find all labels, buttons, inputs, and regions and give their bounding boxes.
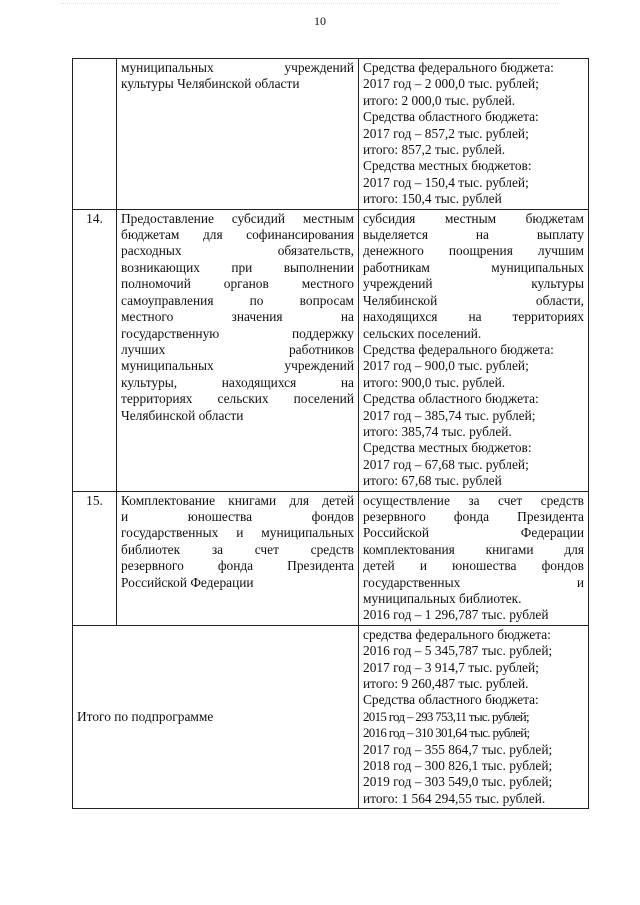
activity-name (117, 209, 359, 491)
total-line: Средства областного бюджета: (363, 692, 539, 708)
total-line: 2017 год – 355 864,7 тыс. рублей; (363, 741, 553, 757)
total-row (73, 625, 589, 808)
name-line: Российской Федерации (121, 574, 254, 590)
desc-line: Российской Федерации (363, 525, 584, 541)
name-line: и юношества фондов (121, 508, 354, 524)
desc-line: Средства областного бюджета: (363, 391, 539, 407)
desc-line: сельских поселений. (363, 325, 482, 341)
desc-line: 2017 год – 857,2 тыс. рублей; (363, 125, 529, 141)
name-line: расходных обязательств, (121, 243, 354, 259)
desc-line: субсидия местным бюджетам (363, 210, 584, 226)
activity-funding (359, 59, 589, 210)
desc-line: 2017 год – 2 000,0 тыс. рублей; (363, 76, 539, 92)
total-line: 2015 год – 293 753,11 тыс. рублей; (363, 708, 529, 724)
desc-line: находящихся на территориях (363, 309, 584, 325)
name-line: полномочий органов местного (121, 276, 354, 292)
activity-name (117, 491, 359, 625)
activity-name (117, 59, 359, 210)
total-line: 2017 год – 3 914,7 тыс. рублей; (363, 659, 539, 675)
desc-line: комплектования книгами для (363, 541, 584, 557)
desc-line: Средства федерального бюджета: (363, 60, 554, 75)
subprogram-table (72, 58, 589, 809)
name-line: культуры, находящихся на (121, 374, 354, 390)
total-label: Итого по подпрограмме (73, 625, 359, 808)
total-line: итого: 9 260,487 тыс. рублей. (363, 676, 529, 692)
scan-noise (60, 3, 560, 8)
desc-line: итого: 857,2 тыс. рублей. (363, 142, 506, 158)
desc-line: Средства областного бюджета: (363, 109, 539, 125)
total-funding (359, 625, 589, 808)
desc-line: денежного поощрения лучшим (363, 243, 584, 259)
name-line: резервного фонда Президента (121, 558, 354, 574)
name-line: Предоставление субсидий местным (121, 210, 354, 226)
desc-line: итого: 900,0 тыс. рублей. (363, 374, 506, 390)
name-line: муниципальных учреждений (121, 358, 354, 374)
name-line: культуры Челябинской области (121, 76, 300, 92)
desc-line: итого: 2 000,0 тыс. рублей. (363, 92, 516, 108)
name-line: Комплектование книгами для детей (121, 492, 354, 508)
name-line: лучших работников (121, 341, 354, 357)
name-line: государственную поддержку (121, 325, 354, 341)
desc-line: 2017 год – 385,74 тыс. рублей; (363, 407, 536, 423)
desc-line: выделяется на выплату (363, 227, 584, 243)
desc-line: итого: 67,68 тыс. рублей (363, 473, 502, 489)
activity-funding (359, 491, 589, 625)
table-row (73, 491, 589, 625)
name-line: библиотек за счет средств (121, 541, 354, 557)
row-number: 14. (73, 209, 117, 491)
desc-line: резервного фонда Президента (363, 508, 584, 524)
desc-line: Средства местных бюджетов: (363, 440, 532, 456)
name-line: муниципальных учреждений (121, 60, 354, 75)
table-row (73, 209, 589, 491)
total-line: 2016 год – 5 345,787 тыс. рублей; (363, 643, 553, 659)
desc-line: детей и юношества фондов (363, 558, 584, 574)
desc-line: осуществление за счет средств (363, 492, 584, 508)
desc-line: учреждений культуры (363, 276, 584, 292)
total-line: 2018 год – 300 826,1 тыс. рублей; (363, 758, 553, 774)
desc-line: 2017 год – 150,4 тыс. рублей; (363, 174, 529, 190)
total-line: средства федерального бюджета: (363, 626, 551, 642)
desc-line: муниципальных библиотек. (363, 591, 522, 606)
desc-line: государственных и (363, 574, 584, 590)
desc-line: 2017 год – 900,0 тыс. рублей; (363, 358, 529, 374)
desc-line: Челябинской области, (363, 292, 584, 308)
name-line: самоуправления по вопросам (121, 292, 354, 308)
total-line: 2016 год – 310 301,64 тыс. рублей; (363, 725, 530, 741)
desc-line: Средства местных бюджетов: (363, 158, 532, 174)
desc-line: 2017 год – 67,68 тыс. рублей; (363, 456, 529, 472)
desc-line: Средства федерального бюджета: (363, 341, 554, 357)
total-line: итого: 1 564 294,55 тыс. рублей. (363, 790, 546, 806)
table-body (73, 59, 589, 809)
row-number: 15. (73, 491, 117, 625)
page-number: 10 (314, 14, 326, 28)
name-line: государственных и муниципальных (121, 525, 354, 541)
row-number (73, 59, 117, 210)
name-line: возникающих при выполнении (121, 259, 354, 275)
name-line: местного значения на (121, 309, 354, 325)
name-line: Челябинской области (121, 407, 244, 423)
total-line: 2019 год – 303 549,0 тыс. рублей; (363, 774, 553, 790)
desc-line: работникам муниципальных (363, 259, 584, 275)
desc-line: итого: 385,74 тыс. рублей. (363, 423, 512, 439)
desc-line: итого: 150,4 тыс. рублей (363, 191, 502, 207)
desc-line: 2016 год – 1 296,787 тыс. рублей (363, 607, 549, 623)
activity-funding (359, 209, 589, 491)
table-row (73, 59, 589, 210)
name-line: бюджетам для софинансирования (121, 227, 354, 243)
name-line: территориях сельских поселений (121, 391, 354, 407)
